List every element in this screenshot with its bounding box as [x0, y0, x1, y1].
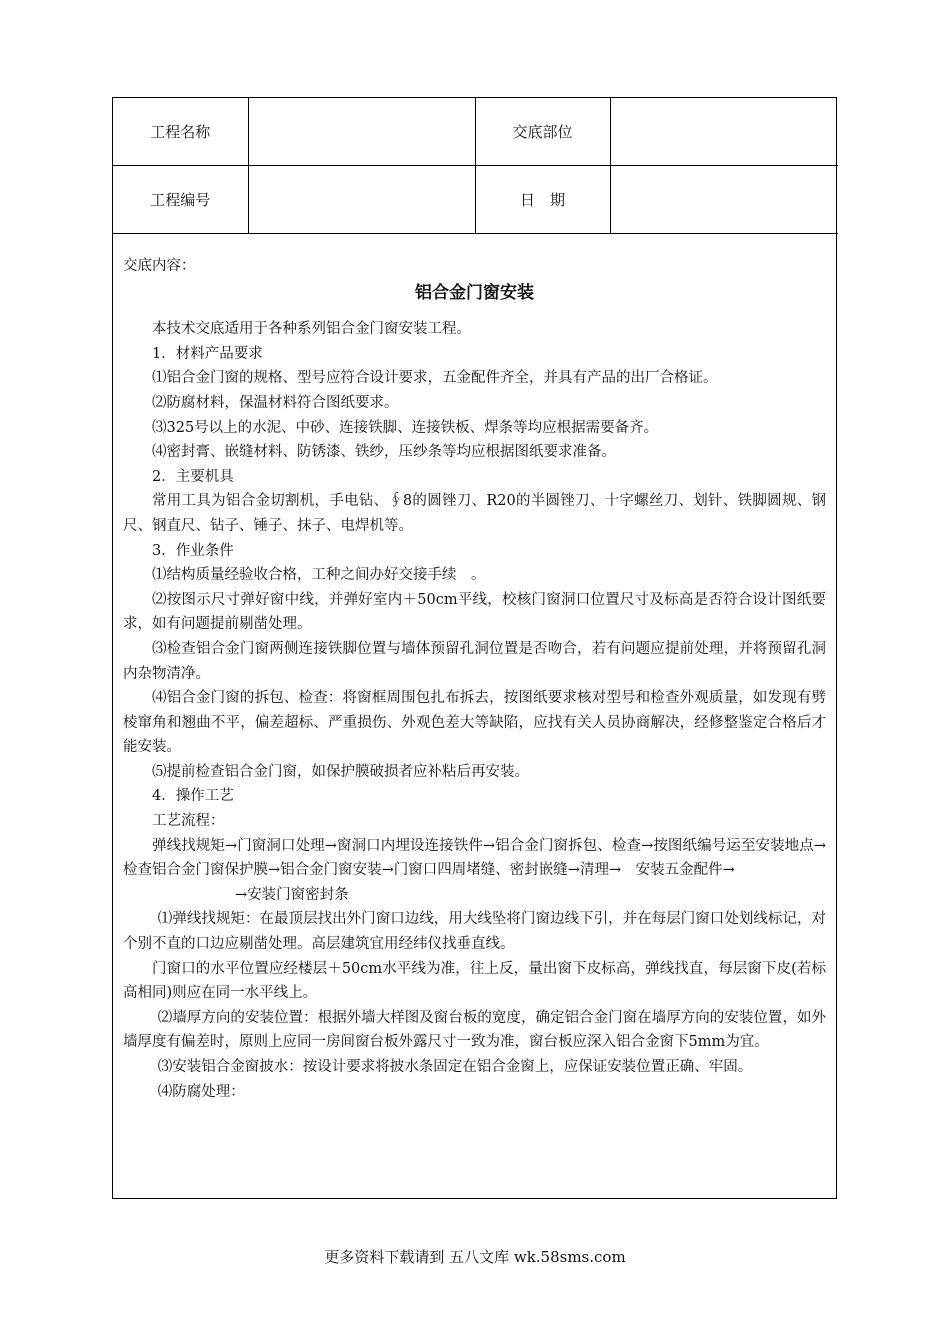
paragraph: 门窗口的水平位置应经楼层＋50cm水平线为准，往上反，量出窗下皮标高，弹线找直，每层窗下皮(若标高相同)则应在同一水平线上。: [123, 960, 826, 1002]
date-label: 日 期: [475, 166, 610, 234]
header-table: [113, 98, 838, 234]
paragraph: 工艺流程：: [152, 813, 225, 830]
section-heading: 4．操作工艺: [152, 788, 234, 805]
document-title: 铝合金门窗安装: [415, 282, 534, 303]
paragraph: ⑷防腐处理：: [157, 1083, 245, 1100]
paragraph: 本技术交底适用于各种系列铝合金门窗安装工程。: [152, 321, 471, 338]
paragraph: ⑸提前检查铝合金门窗，如保护膜破损者应补粘后再安装。: [152, 763, 529, 780]
paragraph: 常用工具为铝合金切割机，手电钻、∮8的圆锉刀、R20的半圆锉刀、十字螺丝刀、划针、铁脚圆规、钢尺、钢直尺、钻子、锤子、抹子、电焊机等。: [123, 493, 826, 534]
project-number-value: [248, 166, 475, 234]
date-value: [610, 166, 838, 234]
header-row-1: [113, 98, 838, 166]
header-row-2: [113, 166, 838, 234]
paragraph: ⑴铝合金门窗的规格、型号应符合设计要求，五金配件齐全，并具有产品的出厂合格证。: [152, 370, 718, 387]
paragraph: ⑷密封膏、嵌缝材料、防锈漆、铁纱，压纱条等均应根据图纸要求准备。: [152, 444, 616, 461]
paragraph: ⑵按图示尺寸弹好窗中线，并弹好室内＋50cm平线，校核门窗洞口位置尺寸及标高是否符合设计图纸要求，如有问题提前剔凿处理。: [123, 591, 826, 633]
paragraph: ⑷铝合金门窗的拆包、检查：将窗框周围包扎布拆去，按图纸要求核对型号和检查外观质量，如发现有劈棱窜角和翘曲不平，偏差超标、严重损伤、外观色差大等缺陷，应找有关人员协商解决，经修整鉴定合格后才能安装。: [123, 690, 826, 756]
paragraph: ⑶325号以上的水泥、中砂、连接铁脚、连接铁板、焊条等均应根据需要备齐。: [152, 419, 659, 436]
content-label: 交底内容：: [123, 258, 196, 274]
technical-briefing-form: [112, 97, 837, 1199]
project-name-label: 工程名称: [113, 98, 248, 166]
paragraph: ⑵墙厚方向的安装位置：根据外墙大样图及窗台板的宽度，确定铝合金门窗在墙厚方向的安装位置，如外墙厚度有偏差时，原则上应同一房间窗台板外露尺寸一致为准，窗台板应深入铝合金窗下5mm为宜。: [123, 1009, 826, 1051]
briefing-part-value: [610, 98, 838, 166]
paragraph: ⑵防腐材料，保温材料符合图纸要求。: [152, 394, 399, 411]
footer-link-text: 更多资料下载请到 五八文库 wk.58sms.com: [324, 1248, 626, 1266]
paragraph: ⑶安装铝合金窗披水：按设计要求将披水条固定在铝合金窗上，应保证安装位置正确、牢固。: [157, 1059, 753, 1075]
section-heading: 2．主要机具: [152, 468, 234, 485]
project-number-label: 工程编号: [113, 166, 248, 234]
paragraph: ⑶检查铝合金门窗两侧连接铁脚位置与墙体预留孔洞位置是否吻合，若有问题应提前处理，并将预留孔洞内杂物清净。: [123, 640, 826, 682]
paragraph: ⑴结构质量经验收合格，工种之间办好交接手续 。: [152, 567, 486, 584]
briefing-part-label: 交底部位: [475, 98, 610, 166]
process-flow-continuation: →安装门窗密封条: [235, 886, 349, 903]
process-flow: 弹线找规矩→门窗洞口处理→窗洞口内埋设连接铁件→铝合金门窗拆包、检查→按图纸编号运至安装地点→检查铝合金门窗保护膜→铝合金门窗安装→门窗口四周堵缝、密封嵌缝→清理→ 安装五金配件→: [123, 837, 826, 879]
briefing-content: [113, 234, 836, 1104]
project-name-value: [248, 98, 475, 166]
section-heading: 1．材料产品要求: [152, 345, 263, 362]
paragraph: ⑴弹线找规矩：在最顶层找出外门窗口边线，用大线坠将门窗边线下引，并在每层门窗口处划线标记，对个别不直的口边应剔凿处理。高层建筑宜用经纬仪找垂直线。: [123, 911, 826, 953]
section-heading: 3．作业条件: [152, 542, 234, 559]
